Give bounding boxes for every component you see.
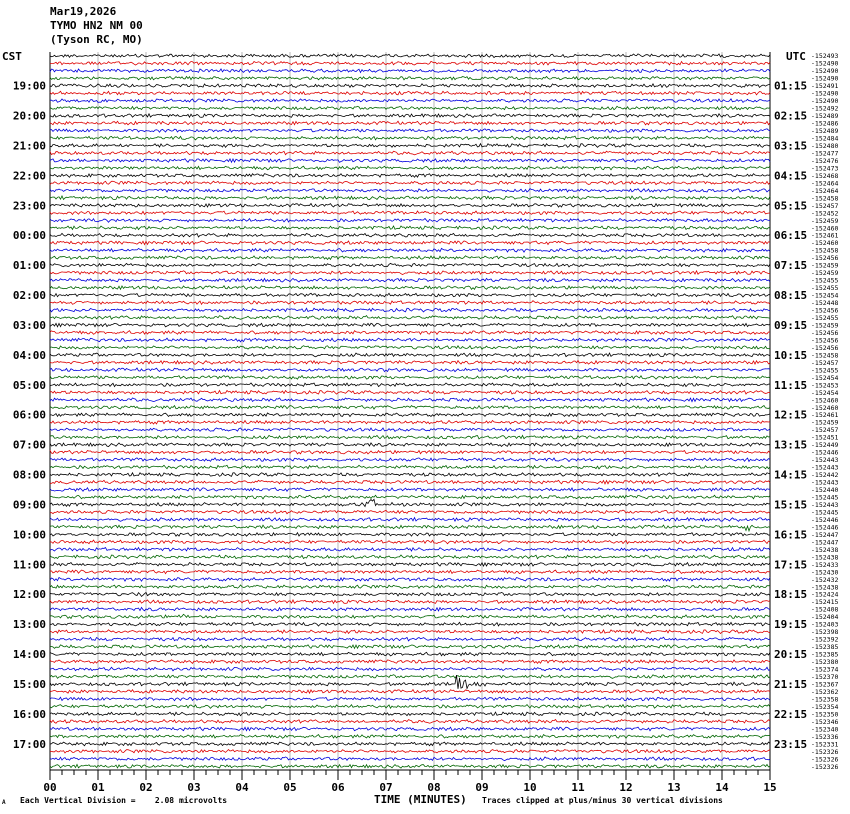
trace-64 [50,533,770,537]
x-tick-label-9: 09 [475,781,489,794]
trace-46 [50,398,770,402]
trace-value-72: -152424 [811,590,839,599]
trace-value-69: -152430 [811,568,839,577]
trace-42 [50,368,770,372]
trace-44 [50,383,770,387]
trace-22 [50,219,770,223]
trace-value-59: -152445 [811,493,839,502]
trace-0 [50,54,770,58]
cst-hour-20: 15:00 [12,677,46,691]
trace-31 [50,286,770,290]
x-tick-label-0: 00 [43,781,57,794]
trace-value-95: -152326 [811,762,839,771]
trace-58 [50,488,770,492]
trace-30 [50,278,770,282]
trace-value-44: -152453 [811,381,839,390]
trace-43 [50,376,770,380]
trace-value-63: -152446 [811,523,839,532]
left-timezone-label: CST [2,50,22,63]
trace-value-14: -152476 [811,156,839,165]
trace-17 [50,181,770,184]
trace-86 [50,697,770,701]
trace-value-64: -152447 [811,530,839,539]
trace-value-15: -152473 [811,164,839,173]
trace-value-74: -152408 [811,605,839,614]
trace-value-41: -152457 [811,358,839,367]
trace-8 [50,114,770,118]
trace-41 [50,361,770,365]
utc-hour-12: 13:15 [774,438,808,452]
trace-value-86: -152358 [811,695,839,704]
trace-67 [50,555,770,559]
trace-value-55: -152443 [811,463,839,472]
trace-21 [50,211,770,215]
trace-52 [50,443,770,447]
trace-47 [50,406,770,410]
cst-hour-3: 22:00 [12,169,46,183]
cst-hour-7: 02:00 [12,289,46,303]
trace-value-51: -152451 [811,433,839,442]
trace-1 [50,61,770,65]
trace-value-81: -152380 [811,658,839,667]
trace-value-39: -152456 [811,343,839,352]
trace-value-21: -152452 [811,209,839,218]
trace-value-23: -152460 [811,224,839,233]
x-tick-label-5: 05 [283,781,297,794]
trace-36 [50,323,770,327]
utc-hour-18: 19:15 [774,618,808,632]
x-tick-label-15: 15 [763,781,777,794]
trace-value-83: -152370 [811,673,839,682]
cst-hour-2: 21:00 [12,139,46,153]
utc-hour-19: 20:15 [774,648,808,662]
cst-hour-0: 19:00 [12,79,46,93]
trace-value-65: -152447 [811,538,839,547]
trace-value-93: -152326 [811,747,839,756]
trace-56 [50,473,770,477]
utc-hour-21: 22:15 [774,707,808,721]
trace-value-9: -152486 [811,119,839,128]
trace-93 [50,750,770,754]
utc-hour-4: 05:15 [774,199,808,213]
trace-value-56: -152442 [811,471,839,480]
trace-82 [50,667,770,671]
x-tick-label-7: 07 [379,781,393,794]
trace-95 [50,765,770,769]
x-tick-label-12: 12 [619,781,633,794]
trace-63 [50,525,770,531]
utc-hour-2: 03:15 [774,139,808,153]
utc-hour-6: 07:15 [774,259,808,273]
cst-hour-8: 03:00 [12,318,46,332]
trace-value-68: -152433 [811,560,839,569]
utc-hour-5: 06:15 [774,229,808,243]
trace-61 [50,510,770,514]
utc-hour-13: 14:15 [774,468,808,482]
trace-value-labels [811,52,838,771]
utc-hour-16: 17:15 [774,558,808,572]
trace-value-94: -152326 [811,755,839,764]
trace-value-1: -152490 [811,59,839,68]
trace-value-40: -152458 [811,351,839,360]
scale-note: Each Vertical Division = 2.08 microvolts [20,796,228,805]
trace-value-16: -152468 [811,171,839,180]
trace-19 [50,196,770,200]
trace-value-19: -152458 [811,194,839,203]
trace-value-45: -152454 [811,388,839,397]
trace-value-58: -152440 [811,486,839,495]
trace-89 [50,720,770,724]
trace-value-36: -152459 [811,321,839,330]
trace-48 [50,413,770,417]
trace-value-78: -152392 [811,635,839,644]
trace-value-28: -152459 [811,261,839,270]
trace-57 [50,480,770,484]
trace-32 [50,293,770,297]
cst-hour-16: 11:00 [12,558,46,572]
x-axis-title: TIME (MINUTES) [374,793,467,806]
cst-hour-5: 00:00 [12,229,46,243]
utc-hour-7: 08:15 [774,289,808,303]
cst-hour-4: 23:00 [12,199,46,213]
trace-value-11: -152484 [811,134,839,143]
trace-9 [50,121,770,125]
trace-77 [50,630,770,634]
trace-value-47: -152460 [811,403,839,412]
trace-78 [50,637,770,641]
trace-28 [50,263,770,267]
cst-hour-15: 10:00 [12,528,46,542]
trace-71 [50,585,770,589]
x-tick-label-10: 10 [523,781,537,794]
trace-2 [50,69,770,73]
trace-7 [50,106,770,110]
trace-value-66: -152438 [811,545,839,554]
trace-value-35: -152455 [811,314,839,323]
trace-72 [50,592,770,596]
trace-value-77: -152398 [811,628,839,637]
x-tick-label-2: 02 [139,781,153,794]
trace-53 [50,450,770,454]
trace-14 [50,159,770,163]
cst-hour-13: 08:00 [12,468,46,482]
trace-value-89: -152346 [811,717,839,726]
trace-value-38: -152456 [811,336,839,345]
trace-value-90: -152340 [811,725,839,734]
trace-51 [50,435,770,439]
trace-value-13: -152477 [811,149,839,158]
trace-value-27: -152456 [811,254,839,263]
trace-70 [50,578,770,582]
trace-50 [50,428,770,432]
trace-80 [50,652,770,656]
trace-value-5: -152490 [811,89,839,98]
trace-40 [50,353,770,357]
trace-value-92: -152331 [811,740,839,749]
trace-37 [50,331,770,335]
corner-mark: A [2,799,6,806]
trace-83 [50,675,770,679]
x-tick-label-4: 04 [235,781,249,794]
trace-20 [50,204,770,208]
trace-29 [50,271,770,275]
trace-value-80: -152385 [811,650,839,659]
utc-hour-17: 18:15 [774,588,808,602]
x-tick-label-3: 03 [187,781,201,794]
x-tick-label-1: 01 [91,781,105,794]
trace-value-42: -152455 [811,366,839,375]
trace-23 [50,226,770,230]
station-code: TYMO HN2 NM 00 [50,19,143,32]
trace-11 [50,136,770,140]
trace-value-17: -152464 [811,179,839,188]
trace-33 [50,301,770,305]
trace-79 [50,645,770,649]
trace-13 [50,151,770,155]
trace-value-91: -152336 [811,732,839,741]
trace-55 [50,465,770,469]
trace-value-2: -152490 [811,67,839,76]
trace-value-4: -152491 [811,82,839,91]
trace-3 [50,77,770,80]
trace-45 [50,391,770,395]
utc-hour-22: 23:15 [774,737,808,751]
trace-value-52: -152449 [811,441,839,450]
x-tick-label-11: 11 [571,781,585,794]
trace-value-8: -152489 [811,112,839,121]
trace-value-62: -152446 [811,515,839,524]
trace-value-10: -152489 [811,127,839,136]
trace-65 [50,540,770,544]
trace-4 [50,84,770,88]
cst-hour-1: 20:00 [12,109,46,123]
cst-hour-9: 04:00 [12,348,46,362]
trace-value-25: -152460 [811,239,839,248]
trace-value-76: -152403 [811,620,839,629]
trace-5 [50,91,770,95]
trace-66 [50,548,770,552]
trace-value-18: -152464 [811,186,839,195]
trace-value-37: -152456 [811,328,839,337]
trace-value-7: -152492 [811,104,839,113]
trace-value-22: -152459 [811,216,839,225]
trace-value-20: -152457 [811,201,839,210]
trace-value-53: -152446 [811,448,839,457]
right-timezone-label: UTC [786,50,806,63]
clip-note: Traces clipped at plus/minus 30 vertical divisions [482,796,723,805]
trace-54 [50,458,770,462]
trace-73 [50,600,770,604]
trace-value-46: -152460 [811,396,839,405]
utc-hour-15: 16:15 [774,528,808,542]
trace-12 [50,144,770,148]
trace-value-33: -152448 [811,299,839,308]
trace-16 [50,174,770,178]
cst-hour-12: 07:00 [12,438,46,452]
trace-25 [50,241,770,245]
trace-27 [50,256,770,260]
trace-value-82: -152374 [811,665,839,674]
trace-value-48: -152461 [811,411,839,420]
trace-value-75: -152404 [811,613,839,622]
trace-value-73: -152415 [811,598,839,607]
trace-value-60: -152443 [811,500,839,509]
trace-26 [50,248,770,252]
trace-75 [50,614,770,618]
trace-18 [50,189,770,193]
trace-15 [50,166,770,170]
x-tick-label-13: 13 [667,781,681,794]
x-tick-label-14: 14 [715,781,729,794]
trace-value-70: -152432 [811,575,839,584]
cst-hour-10: 05:00 [12,378,46,392]
utc-hour-3: 04:15 [774,169,808,183]
cst-hour-14: 09:00 [12,498,46,512]
cst-hour-6: 01:00 [12,259,46,273]
trace-94 [50,757,770,761]
cst-hour-labels [13,80,46,751]
trace-74 [50,607,770,611]
x-tick-label-8: 08 [427,781,441,794]
x-tick-label-6: 06 [331,781,345,794]
cst-hour-22: 17:00 [12,737,46,751]
trace-24 [50,233,770,237]
trace-81 [50,660,770,664]
trace-value-88: -152350 [811,710,839,719]
trace-value-31: -152455 [811,284,839,293]
cst-hour-19: 14:00 [12,648,46,662]
trace-value-6: -152490 [811,97,839,106]
trace-value-43: -152454 [811,373,839,382]
trace-value-26: -152458 [811,246,839,255]
trace-value-61: -152445 [811,508,839,517]
utc-hour-labels [774,80,807,751]
trace-value-50: -152457 [811,426,839,435]
trace-value-79: -152385 [811,643,839,652]
trace-value-30: -152455 [811,276,839,285]
trace-value-34: -152456 [811,306,839,315]
trace-10 [50,129,770,133]
trace-85 [50,690,770,694]
cst-hour-11: 06:00 [12,408,46,422]
trace-value-0: -152493 [811,52,839,61]
cst-hour-17: 12:00 [12,588,46,602]
trace-value-3: -152490 [811,74,839,83]
trace-76 [50,622,770,626]
cst-hour-18: 13:00 [12,618,46,632]
utc-hour-9: 10:15 [774,348,808,362]
trace-value-24: -152461 [811,231,839,240]
trace-62 [50,518,770,522]
trace-39 [50,346,770,350]
trace-87 [50,705,770,709]
trace-value-87: -152354 [811,702,839,711]
utc-hour-11: 12:15 [774,408,808,422]
trace-38 [50,338,770,342]
trace-value-57: -152443 [811,478,839,487]
trace-60 [50,499,770,506]
seismic-traces [50,54,770,768]
trace-90 [50,727,770,731]
trace-value-49: -152459 [811,418,839,427]
trace-value-67: -152438 [811,553,839,562]
trace-69 [50,570,770,574]
trace-88 [50,712,770,716]
utc-hour-8: 09:15 [774,318,808,332]
trace-91 [50,735,770,739]
trace-value-71: -152438 [811,583,839,592]
station-location: (Tyson RC, MO) [50,33,143,46]
trace-49 [50,420,770,424]
trace-value-84: -152367 [811,680,839,689]
trace-59 [50,495,770,499]
utc-hour-10: 11:15 [774,378,808,392]
x-axis [43,770,776,794]
trace-68 [50,563,770,567]
trace-value-85: -152362 [811,687,839,696]
cst-hour-21: 16:00 [12,707,46,721]
trace-35 [50,316,770,320]
trace-value-32: -152454 [811,291,839,300]
trace-6 [50,99,770,103]
trace-value-54: -152443 [811,456,839,465]
plot-date: Mar19,2026 [50,5,117,18]
trace-34 [50,308,770,312]
trace-92 [50,742,770,746]
utc-hour-14: 15:15 [774,498,808,512]
utc-hour-0: 01:15 [774,79,808,93]
utc-hour-20: 21:15 [774,677,808,691]
trace-value-12: -152480 [811,141,839,150]
utc-hour-1: 02:15 [774,109,808,123]
trace-value-29: -152459 [811,269,839,278]
